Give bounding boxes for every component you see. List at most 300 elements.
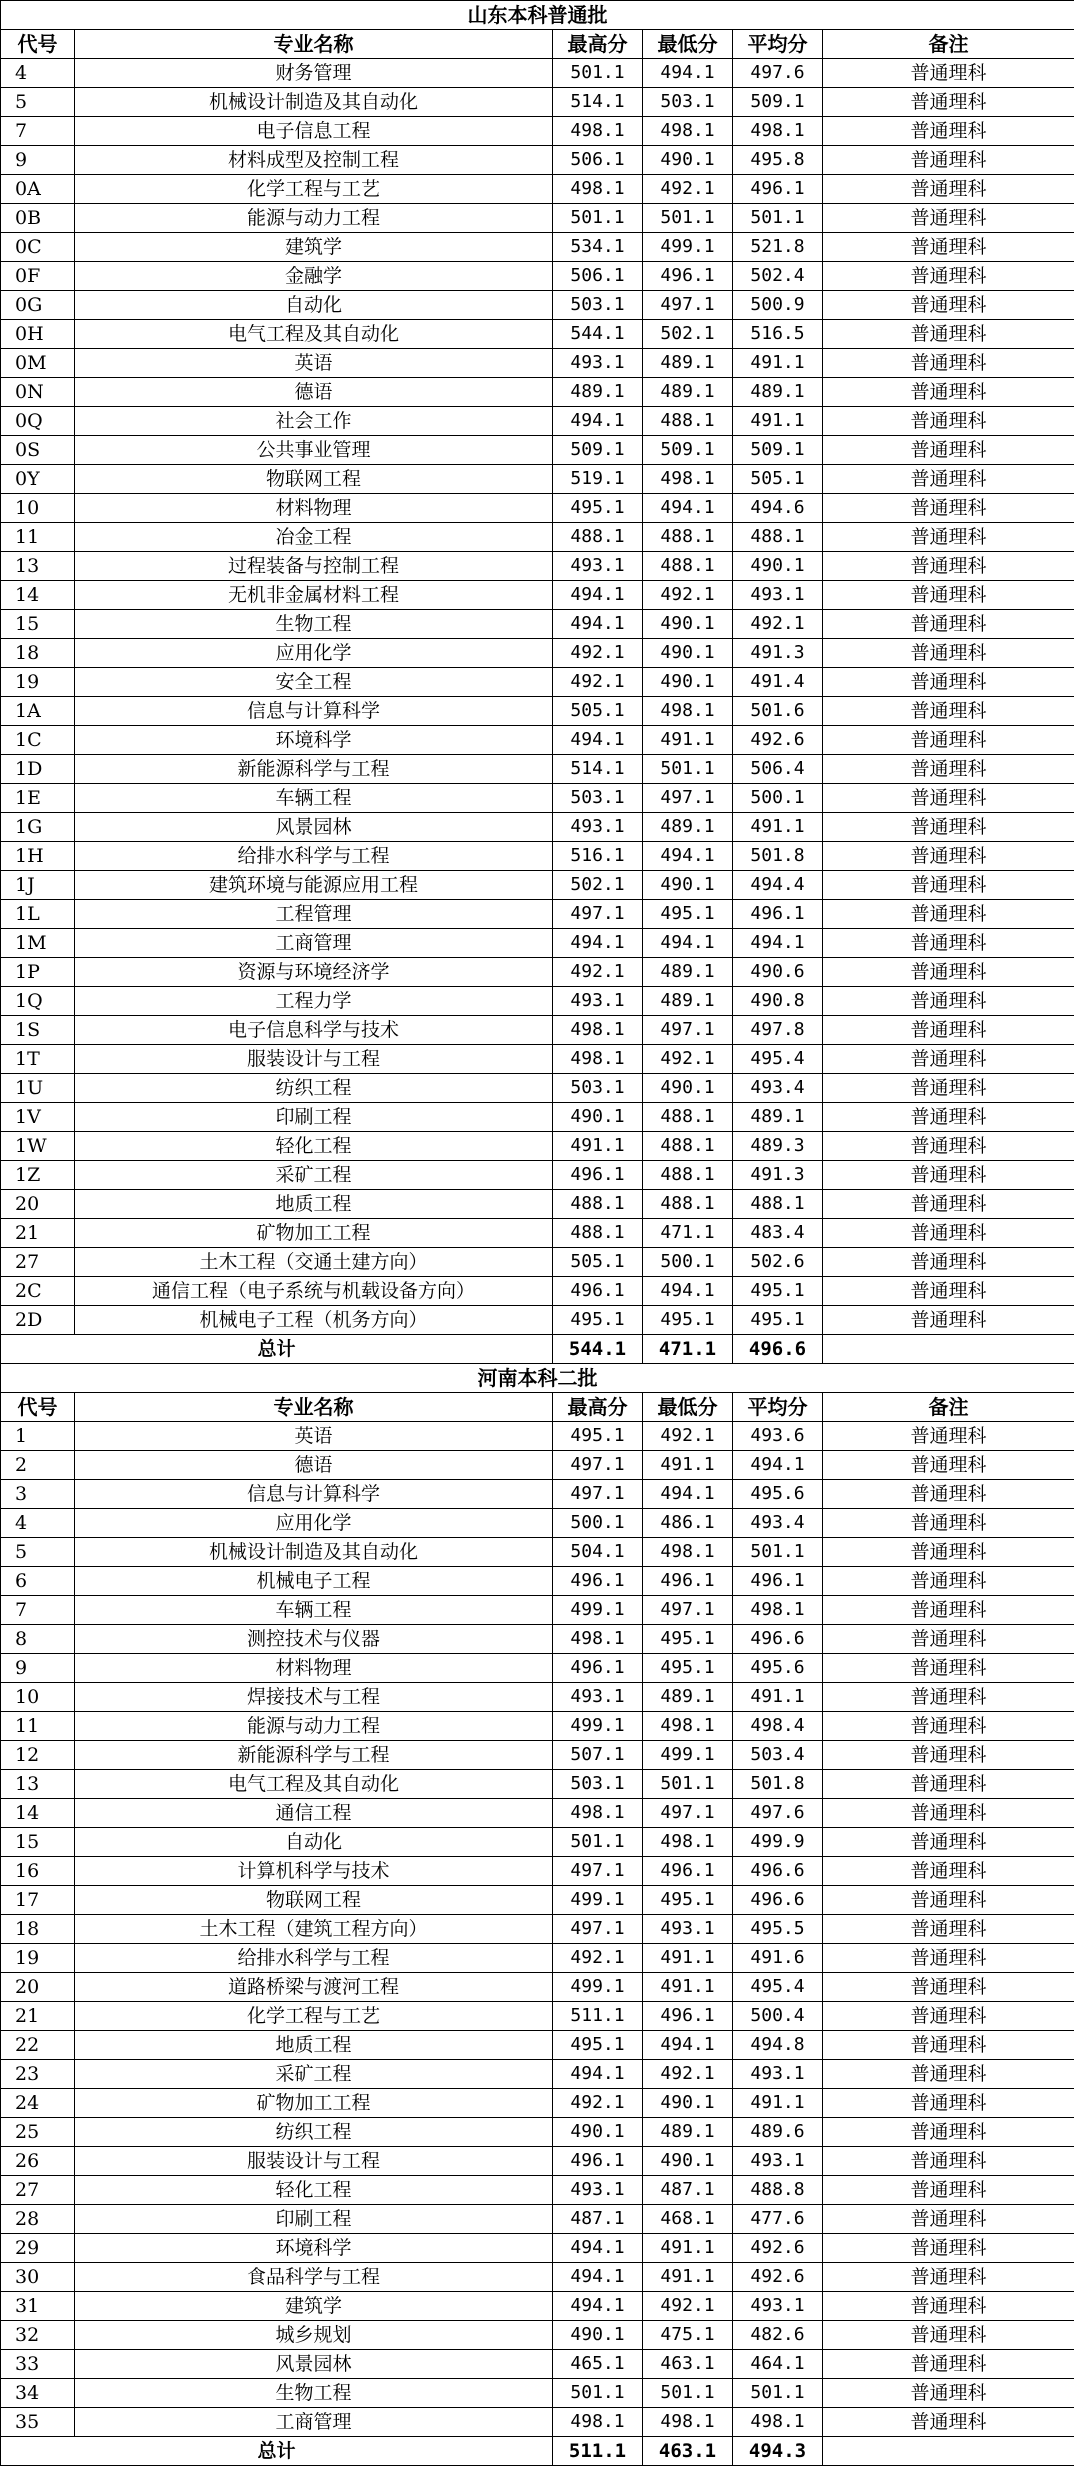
- major-name-cell: 服装设计与工程: [75, 1045, 553, 1074]
- major-name-cell: 城乡规划: [75, 2321, 553, 2350]
- note-cell: 普通理科: [823, 2205, 1074, 2234]
- note-cell: 普通理科: [823, 1538, 1074, 1567]
- avg-score-cell: 501.6: [733, 697, 823, 726]
- avg-score-cell: 495.5: [733, 1915, 823, 1944]
- min-score-cell: 494.1: [643, 1277, 733, 1306]
- max-score-cell: 503.1: [553, 1770, 643, 1799]
- table-row: [1, 1074, 1074, 1103]
- column-header-row: [1, 1393, 1074, 1422]
- avg-score-cell: 482.6: [733, 2321, 823, 2350]
- max-score-cell: 501.1: [553, 204, 643, 233]
- code-cell: 0Y: [1, 465, 75, 494]
- note-cell: 普通理科: [823, 581, 1074, 610]
- min-score-cell: 501.1: [643, 755, 733, 784]
- major-name-cell: 道路桥梁与渡河工程: [75, 1973, 553, 2002]
- max-score-cell: 496.1: [553, 1277, 643, 1306]
- table-row: [1, 552, 1074, 581]
- min-score-cell: 491.1: [643, 726, 733, 755]
- note-cell: 普通理科: [823, 929, 1074, 958]
- max-score-cell: 488.1: [553, 523, 643, 552]
- min-score-cell: 492.1: [643, 2292, 733, 2321]
- code-cell: 23: [1, 2060, 75, 2089]
- note-cell: 普通理科: [823, 1509, 1074, 1538]
- column-header-avg-score: 平均分: [733, 1393, 823, 1422]
- min-score-cell: 498.1: [643, 1538, 733, 1567]
- note-cell: 普通理科: [823, 958, 1074, 987]
- min-score-cell: 490.1: [643, 2147, 733, 2176]
- major-name-cell: 安全工程: [75, 668, 553, 697]
- max-score-cell: 494.1: [553, 2292, 643, 2321]
- avg-score-cell: 491.3: [733, 639, 823, 668]
- avg-score-cell: 498.1: [733, 117, 823, 146]
- note-cell: 普通理科: [823, 668, 1074, 697]
- major-name-cell: 过程装备与控制工程: [75, 552, 553, 581]
- max-score-cell: 504.1: [553, 1538, 643, 1567]
- min-score-cell: 497.1: [643, 1016, 733, 1045]
- major-name-cell: 自动化: [75, 1828, 553, 1857]
- avg-score-cell: 498.1: [733, 2408, 823, 2437]
- code-cell: 0A: [1, 175, 75, 204]
- min-score-cell: 490.1: [643, 146, 733, 175]
- major-name-cell: 电子信息工程: [75, 117, 553, 146]
- max-score-cell: 493.1: [553, 813, 643, 842]
- note-cell: 普通理科: [823, 1248, 1074, 1277]
- max-score-cell: 488.1: [553, 1190, 643, 1219]
- table-row: [1, 1103, 1074, 1132]
- max-score-cell: 487.1: [553, 2205, 643, 2234]
- max-score-cell: 498.1: [553, 175, 643, 204]
- code-cell: 4: [1, 1509, 75, 1538]
- min-score-cell: 492.1: [643, 2060, 733, 2089]
- code-cell: 7: [1, 1596, 75, 1625]
- major-name-cell: 车辆工程: [75, 784, 553, 813]
- column-header-max-score: 最高分: [553, 1393, 643, 1422]
- table-row: [1, 2350, 1074, 2379]
- note-cell: 普通理科: [823, 1480, 1074, 1509]
- min-score-cell: 494.1: [643, 494, 733, 523]
- total-avg-score: 496.6: [733, 1335, 823, 1364]
- major-name-cell: 新能源科学与工程: [75, 755, 553, 784]
- major-name-cell: 工商管理: [75, 929, 553, 958]
- major-name-cell: 生物工程: [75, 2379, 553, 2408]
- total-min-score: 471.1: [643, 1335, 733, 1364]
- table-row: [1, 2060, 1074, 2089]
- note-cell: 普通理科: [823, 1828, 1074, 1857]
- avg-score-cell: 509.1: [733, 88, 823, 117]
- min-score-cell: 491.1: [643, 2234, 733, 2263]
- column-header-code: 代号: [1, 1393, 75, 1422]
- table-row: [1, 378, 1074, 407]
- max-score-cell: 501.1: [553, 2379, 643, 2408]
- code-cell: 9: [1, 1654, 75, 1683]
- code-cell: 20: [1, 1190, 75, 1219]
- note-cell: 普通理科: [823, 552, 1074, 581]
- code-cell: 3: [1, 1480, 75, 1509]
- note-cell: 普通理科: [823, 1799, 1074, 1828]
- min-score-cell: 494.1: [643, 1480, 733, 1509]
- note-cell: 普通理科: [823, 1625, 1074, 1654]
- table-row: [1, 610, 1074, 639]
- min-score-cell: 503.1: [643, 88, 733, 117]
- code-cell: 30: [1, 2263, 75, 2292]
- table-row: [1, 2176, 1074, 2205]
- min-score-cell: 495.1: [643, 1886, 733, 1915]
- total-label: 总计: [1, 2437, 553, 2466]
- major-name-cell: 机械电子工程（机务方向）: [75, 1306, 553, 1335]
- column-header-avg-score: 平均分: [733, 30, 823, 59]
- note-cell: 普通理科: [823, 2234, 1074, 2263]
- table-row: [1, 900, 1074, 929]
- code-cell: 15: [1, 610, 75, 639]
- max-score-cell: 495.1: [553, 2031, 643, 2060]
- code-cell: 13: [1, 1770, 75, 1799]
- min-score-cell: 475.1: [643, 2321, 733, 2350]
- major-name-cell: 能源与动力工程: [75, 204, 553, 233]
- table-row: [1, 349, 1074, 378]
- avg-score-cell: 495.6: [733, 1654, 823, 1683]
- table-row: [1, 2147, 1074, 2176]
- note-cell: 普通理科: [823, 1596, 1074, 1625]
- table-row: [1, 1683, 1074, 1712]
- column-header-major-name: 专业名称: [75, 1393, 553, 1422]
- avg-score-cell: 496.1: [733, 175, 823, 204]
- table-row: [1, 668, 1074, 697]
- avg-score-cell: 494.4: [733, 871, 823, 900]
- major-name-cell: 机械设计制造及其自动化: [75, 1538, 553, 1567]
- min-score-cell: 494.1: [643, 842, 733, 871]
- note-cell: 普通理科: [823, 291, 1074, 320]
- code-cell: 2C: [1, 1277, 75, 1306]
- min-score-cell: 495.1: [643, 900, 733, 929]
- min-score-cell: 500.1: [643, 1248, 733, 1277]
- max-score-cell: 492.1: [553, 1944, 643, 1973]
- note-cell: 普通理科: [823, 233, 1074, 262]
- table-row: [1, 1132, 1074, 1161]
- min-score-cell: 463.1: [643, 2350, 733, 2379]
- note-cell: 普通理科: [823, 813, 1074, 842]
- min-score-cell: 489.1: [643, 349, 733, 378]
- table-row: [1, 1451, 1074, 1480]
- total-min-score: 463.1: [643, 2437, 733, 2466]
- table-row: [1, 1944, 1074, 1973]
- max-score-cell: 494.1: [553, 726, 643, 755]
- note-cell: 普通理科: [823, 1683, 1074, 1712]
- code-cell: 32: [1, 2321, 75, 2350]
- avg-score-cell: 501.8: [733, 1770, 823, 1799]
- min-score-cell: 490.1: [643, 1074, 733, 1103]
- min-score-cell: 498.1: [643, 697, 733, 726]
- code-cell: 14: [1, 581, 75, 610]
- min-score-cell: 497.1: [643, 291, 733, 320]
- min-score-cell: 486.1: [643, 1509, 733, 1538]
- min-score-cell: 488.1: [643, 523, 733, 552]
- major-name-cell: 印刷工程: [75, 1103, 553, 1132]
- major-name-cell: 信息与计算科学: [75, 1480, 553, 1509]
- note-cell: 普通理科: [823, 1770, 1074, 1799]
- note-cell: 普通理科: [823, 2350, 1074, 2379]
- min-score-cell: 488.1: [643, 552, 733, 581]
- min-score-cell: 490.1: [643, 610, 733, 639]
- max-score-cell: 511.1: [553, 2002, 643, 2031]
- min-score-cell: 495.1: [643, 1654, 733, 1683]
- major-name-cell: 计算机科学与技术: [75, 1857, 553, 1886]
- major-name-cell: 车辆工程: [75, 1596, 553, 1625]
- table-row: [1, 581, 1074, 610]
- avg-score-cell: 489.3: [733, 1132, 823, 1161]
- avg-score-cell: 521.8: [733, 233, 823, 262]
- min-score-cell: 498.1: [643, 2408, 733, 2437]
- major-name-cell: 电气工程及其自动化: [75, 320, 553, 349]
- table-row: [1, 639, 1074, 668]
- avg-score-cell: 495.4: [733, 1045, 823, 1074]
- note-cell: 普通理科: [823, 1944, 1074, 1973]
- code-cell: 34: [1, 2379, 75, 2408]
- min-score-cell: 494.1: [643, 2031, 733, 2060]
- major-name-cell: 焊接技术与工程: [75, 1683, 553, 1712]
- note-cell: 普通理科: [823, 987, 1074, 1016]
- code-cell: 0C: [1, 233, 75, 262]
- note-cell: 普通理科: [823, 2292, 1074, 2321]
- max-score-cell: 501.1: [553, 1828, 643, 1857]
- note-cell: 普通理科: [823, 436, 1074, 465]
- code-cell: 27: [1, 2176, 75, 2205]
- avg-score-cell: 494.1: [733, 929, 823, 958]
- column-header-min-score: 最低分: [643, 1393, 733, 1422]
- table-row: [1, 755, 1074, 784]
- max-score-cell: 497.1: [553, 1857, 643, 1886]
- total-label: 总计: [1, 1335, 553, 1364]
- avg-score-cell: 499.9: [733, 1828, 823, 1857]
- avg-score-cell: 494.6: [733, 494, 823, 523]
- avg-score-cell: 483.4: [733, 1219, 823, 1248]
- min-score-cell: 496.1: [643, 2002, 733, 2031]
- code-cell: 1U: [1, 1074, 75, 1103]
- max-score-cell: 498.1: [553, 1016, 643, 1045]
- avg-score-cell: 496.6: [733, 1625, 823, 1654]
- min-score-cell: 509.1: [643, 436, 733, 465]
- table-row: [1, 465, 1074, 494]
- note-cell: 普通理科: [823, 2379, 1074, 2408]
- table-row: [1, 1828, 1074, 1857]
- min-score-cell: 495.1: [643, 1306, 733, 1335]
- major-name-cell: 轻化工程: [75, 1132, 553, 1161]
- table-row: [1, 1915, 1074, 1944]
- code-cell: 25: [1, 2118, 75, 2147]
- avg-score-cell: 490.8: [733, 987, 823, 1016]
- code-cell: 11: [1, 523, 75, 552]
- major-name-cell: 物联网工程: [75, 1886, 553, 1915]
- major-name-cell: 能源与动力工程: [75, 1712, 553, 1741]
- max-score-cell: 492.1: [553, 639, 643, 668]
- table-row: [1, 146, 1074, 175]
- code-cell: 1H: [1, 842, 75, 871]
- major-name-cell: 给排水科学与工程: [75, 842, 553, 871]
- column-header-note: 备注: [823, 1393, 1074, 1422]
- min-score-cell: 498.1: [643, 465, 733, 494]
- table-row: [1, 1625, 1074, 1654]
- max-score-cell: 500.1: [553, 1509, 643, 1538]
- avg-score-cell: 490.1: [733, 552, 823, 581]
- note-cell: 普通理科: [823, 2089, 1074, 2118]
- table-row: [1, 175, 1074, 204]
- max-score-cell: 498.1: [553, 117, 643, 146]
- code-cell: 5: [1, 88, 75, 117]
- code-cell: 1J: [1, 871, 75, 900]
- max-score-cell: 490.1: [553, 2321, 643, 2350]
- min-score-cell: 491.1: [643, 2263, 733, 2292]
- max-score-cell: 514.1: [553, 755, 643, 784]
- major-name-cell: 德语: [75, 1451, 553, 1480]
- major-name-cell: 工程管理: [75, 900, 553, 929]
- code-cell: 33: [1, 2350, 75, 2379]
- major-name-cell: 化学工程与工艺: [75, 175, 553, 204]
- table-row: [1, 2118, 1074, 2147]
- code-cell: 0G: [1, 291, 75, 320]
- avg-score-cell: 491.4: [733, 668, 823, 697]
- avg-score-cell: 500.9: [733, 291, 823, 320]
- note-cell: 普通理科: [823, 1857, 1074, 1886]
- avg-score-cell: 496.6: [733, 1886, 823, 1915]
- note-cell: 普通理科: [823, 2002, 1074, 2031]
- column-header-max-score: 最高分: [553, 30, 643, 59]
- code-cell: 0H: [1, 320, 75, 349]
- note-cell: 普通理科: [823, 1277, 1074, 1306]
- max-score-cell: 499.1: [553, 1886, 643, 1915]
- min-score-cell: 490.1: [643, 668, 733, 697]
- note-cell: 普通理科: [823, 900, 1074, 929]
- note-cell: 普通理科: [823, 523, 1074, 552]
- max-score-cell: 491.1: [553, 1132, 643, 1161]
- min-score-cell: 492.1: [643, 581, 733, 610]
- min-score-cell: 494.1: [643, 929, 733, 958]
- table-row: [1, 1190, 1074, 1219]
- major-name-cell: 化学工程与工艺: [75, 2002, 553, 2031]
- avg-score-cell: 492.6: [733, 2234, 823, 2263]
- min-score-cell: 493.1: [643, 1915, 733, 1944]
- note-cell: 普通理科: [823, 1306, 1074, 1335]
- avg-score-cell: 506.4: [733, 755, 823, 784]
- note-cell: 普通理科: [823, 784, 1074, 813]
- max-score-cell: 494.1: [553, 407, 643, 436]
- avg-score-cell: 497.6: [733, 1799, 823, 1828]
- major-name-cell: 采矿工程: [75, 2060, 553, 2089]
- code-cell: 17: [1, 1886, 75, 1915]
- min-score-cell: 501.1: [643, 1770, 733, 1799]
- avg-score-cell: 500.1: [733, 784, 823, 813]
- table-row: [1, 2321, 1074, 2350]
- avg-score-cell: 495.6: [733, 1480, 823, 1509]
- code-cell: 6: [1, 1567, 75, 1596]
- table-row: [1, 494, 1074, 523]
- table-row: [1, 291, 1074, 320]
- code-cell: 28: [1, 2205, 75, 2234]
- section-title: 山东本科普通批: [1, 1, 1074, 30]
- table-row: [1, 1712, 1074, 1741]
- avg-score-cell: 494.1: [733, 1451, 823, 1480]
- major-name-cell: 建筑学: [75, 2292, 553, 2321]
- min-score-cell: 497.1: [643, 784, 733, 813]
- max-score-cell: 498.1: [553, 1799, 643, 1828]
- avg-score-cell: 496.1: [733, 900, 823, 929]
- max-score-cell: 514.1: [553, 88, 643, 117]
- min-score-cell: 496.1: [643, 262, 733, 291]
- avg-score-cell: 503.4: [733, 1741, 823, 1770]
- code-cell: 19: [1, 668, 75, 697]
- max-score-cell: 495.1: [553, 1422, 643, 1451]
- major-name-cell: 机械电子工程: [75, 1567, 553, 1596]
- code-cell: 0N: [1, 378, 75, 407]
- avg-score-cell: 489.1: [733, 378, 823, 407]
- code-cell: 9: [1, 146, 75, 175]
- avg-score-cell: 491.3: [733, 1161, 823, 1190]
- table-row: [1, 233, 1074, 262]
- table-row: [1, 726, 1074, 755]
- table-row: [1, 1567, 1074, 1596]
- max-score-cell: 505.1: [553, 1248, 643, 1277]
- max-score-cell: 519.1: [553, 465, 643, 494]
- table-row: [1, 871, 1074, 900]
- avg-score-cell: 491.6: [733, 1944, 823, 1973]
- min-score-cell: 489.1: [643, 2118, 733, 2147]
- major-name-cell: 土木工程（建筑工程方向）: [75, 1915, 553, 1944]
- min-score-cell: 497.1: [643, 1596, 733, 1625]
- table-row: [1, 436, 1074, 465]
- avg-score-cell: 493.1: [733, 2060, 823, 2089]
- avg-score-cell: 516.5: [733, 320, 823, 349]
- code-cell: 11: [1, 1712, 75, 1741]
- max-score-cell: 494.1: [553, 581, 643, 610]
- min-score-cell: 498.1: [643, 1828, 733, 1857]
- major-name-cell: 生物工程: [75, 610, 553, 639]
- total-row: [1, 2437, 1074, 2466]
- note-cell: 普通理科: [823, 1422, 1074, 1451]
- note-cell: 普通理科: [823, 2263, 1074, 2292]
- note-cell: 普通理科: [823, 2408, 1074, 2437]
- avg-score-cell: 498.1: [733, 1596, 823, 1625]
- major-name-cell: 材料物理: [75, 1654, 553, 1683]
- note-cell: 普通理科: [823, 2147, 1074, 2176]
- table-row: [1, 1654, 1074, 1683]
- avg-score-cell: 464.1: [733, 2350, 823, 2379]
- code-cell: 1Z: [1, 1161, 75, 1190]
- major-name-cell: 风景园林: [75, 2350, 553, 2379]
- max-score-cell: 494.1: [553, 610, 643, 639]
- code-cell: 5: [1, 1538, 75, 1567]
- note-cell: 普通理科: [823, 1741, 1074, 1770]
- major-name-cell: 环境科学: [75, 726, 553, 755]
- table-row: [1, 1306, 1074, 1335]
- avg-score-cell: 501.8: [733, 842, 823, 871]
- table-row: [1, 320, 1074, 349]
- max-score-cell: 493.1: [553, 1683, 643, 1712]
- major-name-cell: 纺织工程: [75, 1074, 553, 1103]
- avg-score-cell: 495.8: [733, 146, 823, 175]
- major-name-cell: 资源与环境经济学: [75, 958, 553, 987]
- min-score-cell: 495.1: [643, 1625, 733, 1654]
- min-score-cell: 471.1: [643, 1219, 733, 1248]
- max-score-cell: 493.1: [553, 987, 643, 1016]
- avg-score-cell: 492.6: [733, 2263, 823, 2292]
- major-name-cell: 印刷工程: [75, 2205, 553, 2234]
- table-row: [1, 1596, 1074, 1625]
- table-row: [1, 1480, 1074, 1509]
- code-cell: 7: [1, 117, 75, 146]
- max-score-cell: 503.1: [553, 784, 643, 813]
- total-note-empty: [823, 2437, 1074, 2466]
- note-cell: 普通理科: [823, 871, 1074, 900]
- table-row: [1, 1161, 1074, 1190]
- table-row: [1, 1509, 1074, 1538]
